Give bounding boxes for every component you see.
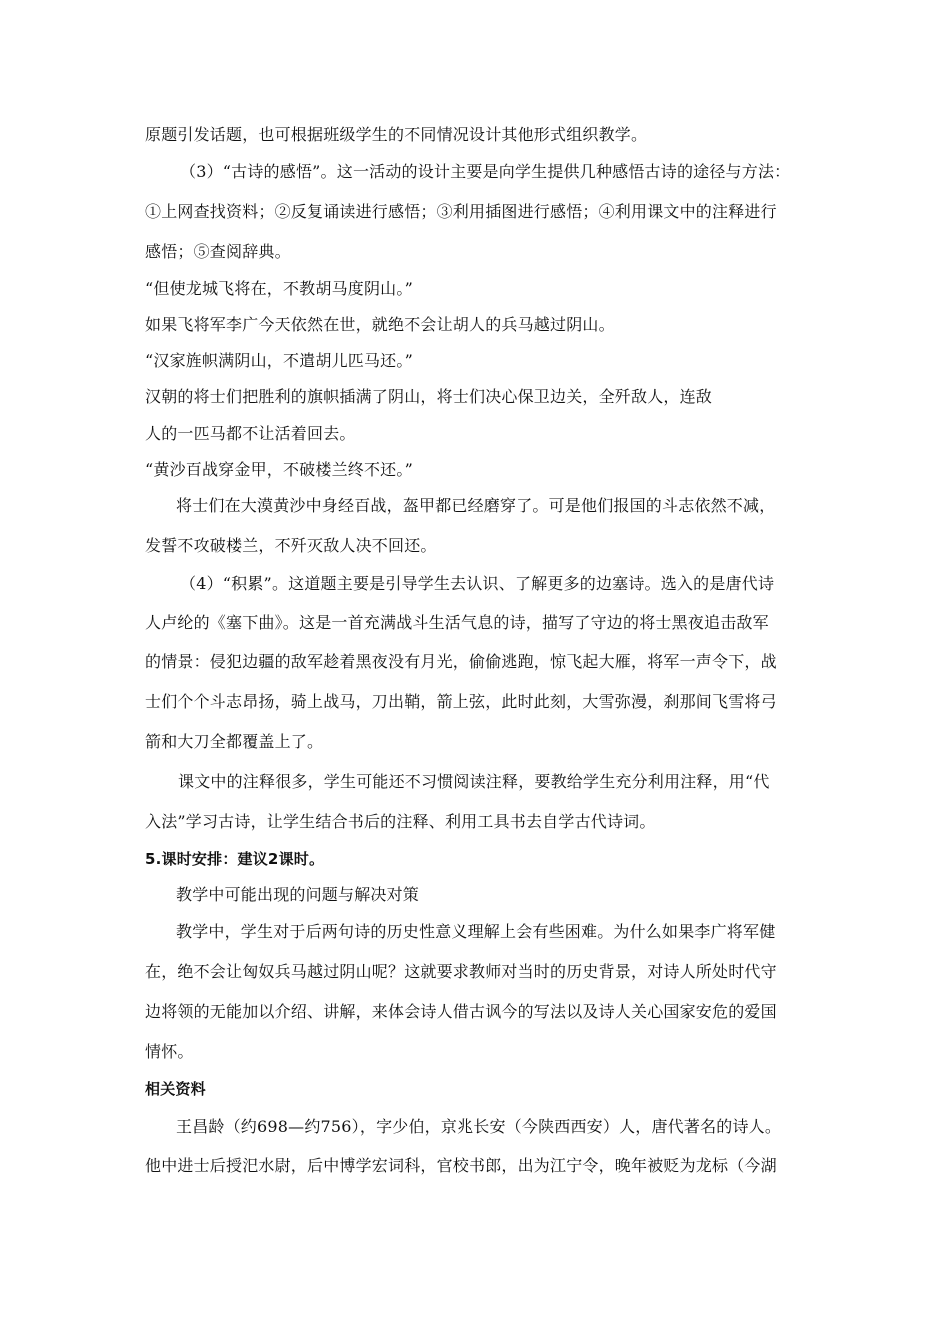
poem-quote: “黄沙百战穿金甲，不破楼兰终不还。” bbox=[145, 460, 413, 479]
section-heading: 相关资料 bbox=[145, 1080, 206, 1098]
paragraph-line: 感悟；⑤查阅辞典。 bbox=[145, 242, 291, 261]
section-heading: 5.课时安排：建议2课时。 bbox=[145, 850, 325, 868]
poem-translation: 人的一匹马都不让活着回去。 bbox=[145, 424, 356, 443]
poem-translation: 如果飞将军李广今天依然在世，就绝不会让胡人的兵马越过阴山。 bbox=[145, 315, 615, 334]
paragraph-line: 原题引发话题，也可根据班级学生的不同情况设计其他形式组织教学。 bbox=[145, 125, 648, 144]
poem-quote: “但使龙城飞将在，不教胡马度阴山。” bbox=[145, 279, 413, 298]
paragraph-line: 在，绝不会让匈奴兵马越过阴山呢？这就要求教师对当时的历史背景，对诗人所处时代守 bbox=[145, 962, 777, 981]
paragraph-line: ①上网查找资料；②反复诵读进行感悟；③利用插图进行感悟；④利用课文中的注释进行 bbox=[145, 202, 777, 221]
paragraph-line: 的情景：侵犯边疆的敌军趁着黑夜没有月光，偷偷逃跑，惊飞起大雁，将军一声令下，战 bbox=[145, 652, 777, 671]
paragraph-line: 课文中的注释很多，学生可能还不习惯阅读注释，要教给学生充分利用注释，用“代 bbox=[178, 772, 770, 791]
paragraph-line: 情怀。 bbox=[145, 1042, 194, 1061]
poem-translation: 将士们在大漠黄沙中身经百战，盔甲都已经磨穿了。可是他们报国的斗志依然不减， bbox=[176, 496, 776, 515]
paragraph-line: 王昌龄（约698—约756），字少伯，京兆长安（今陕西西安）人，唐代著名的诗人。 bbox=[176, 1117, 782, 1136]
subheading: 教学中可能出现的问题与解决对策 bbox=[176, 885, 420, 904]
poem-translation: 发誓不攻破楼兰，不歼灭敌人决不回还。 bbox=[145, 536, 437, 555]
paragraph-line: （4）“积累”。这道题主要是引导学生去认识、了解更多的边塞诗。选入的是唐代诗 bbox=[180, 574, 775, 593]
paragraph-line: 教学中，学生对于后两句诗的历史性意义理解上会有些困难。为什么如果李广将军健 bbox=[176, 922, 776, 941]
paragraph-line: 他中进士后授汜水尉，后中博学宏词科，官校书郎，出为江宁令，晚年被贬为龙标（今湖 bbox=[145, 1156, 777, 1175]
paragraph-line: 边将领的无能加以介绍、讲解，来体会诗人借古讽今的写法以及诗人关心国家安危的爱国 bbox=[145, 1002, 777, 1021]
paragraph-line: 人卢纶的《塞下曲》。这是一首充满战斗生活气息的诗，描写了守边的将士黑夜追击敌军 bbox=[145, 613, 769, 632]
poem-quote: “汉家旌帜满阴山，不遣胡儿匹马还。” bbox=[145, 351, 413, 370]
paragraph-line: 箭和大刀全都覆盖上了。 bbox=[145, 732, 324, 751]
paragraph-line: 士们个个斗志昂扬，骑上战马，刀出鞘，箭上弦，此时此刻，大雪弥漫，刹那间飞雪将弓 bbox=[145, 692, 777, 711]
poem-translation: 汉朝的将士们把胜利的旗帜插满了阴山，将士们决心保卫边关，全歼敌人，连敌 bbox=[145, 387, 713, 406]
paragraph-line: 入法”学习古诗，让学生结合书后的注释、利用工具书去自学古代诗词。 bbox=[145, 812, 656, 831]
paragraph-line: （3）“古诗的感悟”。这一活动的设计主要是向学生提供几种感悟古诗的途径与方法： bbox=[180, 162, 791, 181]
